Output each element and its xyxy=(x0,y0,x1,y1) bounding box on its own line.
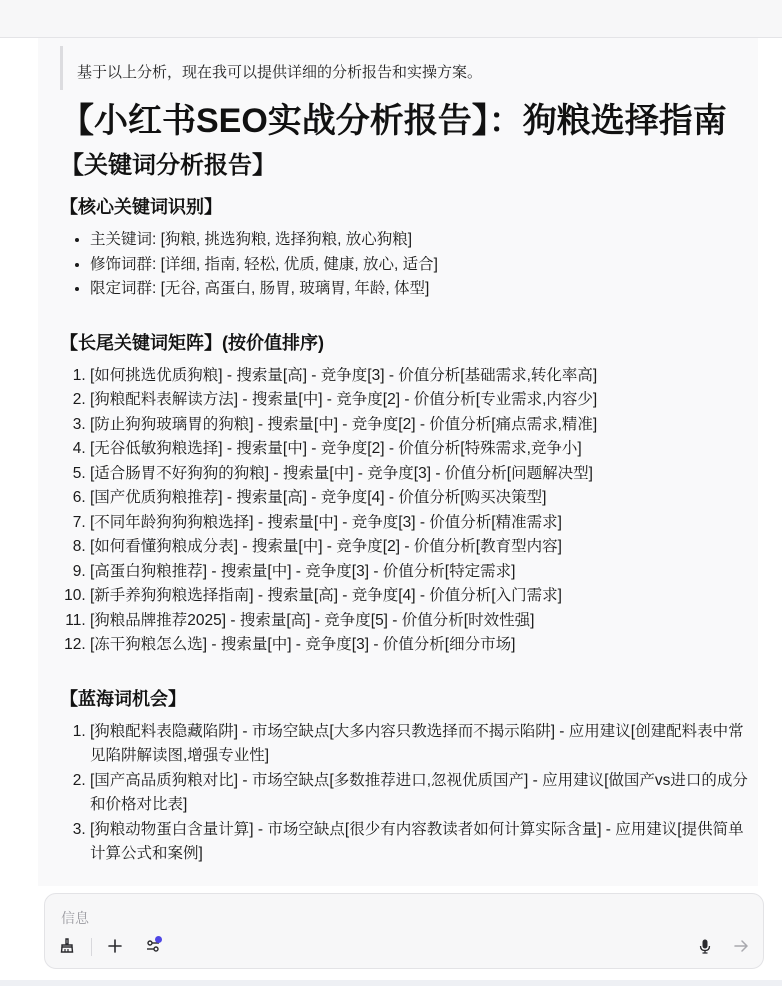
list-item: 10. [新手养狗狗粮选择指南] - 搜索量[高] - 竞争度[4] - 价值分析[入门需求] xyxy=(90,584,758,609)
brush-icon[interactable] xyxy=(55,934,79,958)
chat-message-area[interactable] xyxy=(38,38,758,886)
list-item: 4. [无谷低敏狗粮选择] - 搜索量[中] - 竞争度[2] - 价值分析[特殊需求,竞争小] xyxy=(90,437,758,462)
notification-dot xyxy=(155,936,162,943)
blue-ocean-heading: 【蓝海词机会】 xyxy=(60,688,186,709)
assistant-message xyxy=(38,46,758,867)
list-item: 2. [狗粮配料表解读方法] - 搜索量[中] - 竞争度[2] - 价值分析[专业需求,内容少] xyxy=(90,388,758,413)
list-item: 3. [防止狗狗玻璃胃的狗粮] - 搜索量[中] - 竞争度[2] - 价值分析[痛点需求,精准] xyxy=(90,413,758,438)
longtail-heading: 【长尾关键词矩阵】(按价值排序) xyxy=(60,332,324,353)
list-item: • 限定词群: [无谷, 高蛋白, 肠胃, 玻璃胃, 年龄, 体型] xyxy=(90,277,758,302)
core-keywords-list xyxy=(60,228,758,302)
blue-ocean-list xyxy=(60,720,758,867)
list-item: 1. [如何挑选优质狗粮] - 搜索量[高] - 竞争度[3] - 价值分析[基础需求,转化率高] xyxy=(90,364,758,389)
list-item: 12. [冻干狗粮怎么选] - 搜索量[中] - 竞争度[3] - 价值分析[细分市场] xyxy=(90,633,758,658)
list-item: • 修饰词群: [详细, 指南, 轻松, 优质, 健康, 放心, 适合] xyxy=(90,253,758,278)
intro-quote: 基于以上分析，现在我可以提供详细的分析报告和实操方案。 xyxy=(60,46,758,90)
message-input[interactable]: 信息 xyxy=(61,910,89,926)
list-item: 1. [狗粮配料表隐藏陷阱] - 市场空缺点[大多内容只教选择而不揭示陷阱] - 应用建议[创建配料表中常见陷阱解读图,增强专业性] xyxy=(90,720,758,769)
keyword-section-heading: 【关键词分析报告】 xyxy=(60,152,276,179)
list-item: 2. [国产高品质狗粮对比] - 市场空缺点[多数推荐进口,忽视优质国产] - 应用建议[做国产vs进口的成分和价格对比表] xyxy=(90,769,758,818)
list-item: 11. [狗粮品牌推荐2025] - 搜索量[高] - 竞争度[5] - 价值分析[时效性强] xyxy=(90,609,758,634)
list-item: 6. [国产优质狗粮推荐] - 搜索量[高] - 竞争度[4] - 价值分析[购买决策型] xyxy=(90,486,758,511)
window-bottom-edge xyxy=(0,980,782,986)
report-title: 【小红书SEO实战分析报告】：狗粮选择指南 xyxy=(60,102,727,140)
message-composer[interactable] xyxy=(44,893,764,969)
send-arrow-icon[interactable] xyxy=(729,934,753,958)
top-bar xyxy=(0,0,782,38)
toolbar-divider xyxy=(91,938,92,956)
list-item: 5. [适合肠胃不好狗狗的狗粮] - 搜索量[中] - 竞争度[3] - 价值分析[问题解决型] xyxy=(90,462,758,487)
list-item: 3. [狗粮动物蛋白含量计算] - 市场空缺点[很少有内容教读者如何计算实际含量] - 应用建议[提供简单计算公式和案例] xyxy=(90,818,758,867)
core-keywords-heading: 【核心关键词识别】 xyxy=(60,197,222,217)
longtail-list xyxy=(60,364,758,658)
microphone-icon[interactable] xyxy=(693,934,717,958)
list-item: 8. [如何看懂狗粮成分表] - 搜索量[中] - 竞争度[2] - 价值分析[教育型内容] xyxy=(90,535,758,560)
list-item: 7. [不同年龄狗狗狗粮选择] - 搜索量[中] - 竞争度[3] - 价值分析[精准需求] xyxy=(90,511,758,536)
list-item: • 主关键词: [狗粮, 挑选狗粮, 选择狗粮, 放心狗粮] xyxy=(90,228,758,253)
list-item: 9. [高蛋白狗粮推荐] - 搜索量[中] - 竞争度[3] - 价值分析[特定需求] xyxy=(90,560,758,585)
plus-icon[interactable] xyxy=(103,934,127,958)
